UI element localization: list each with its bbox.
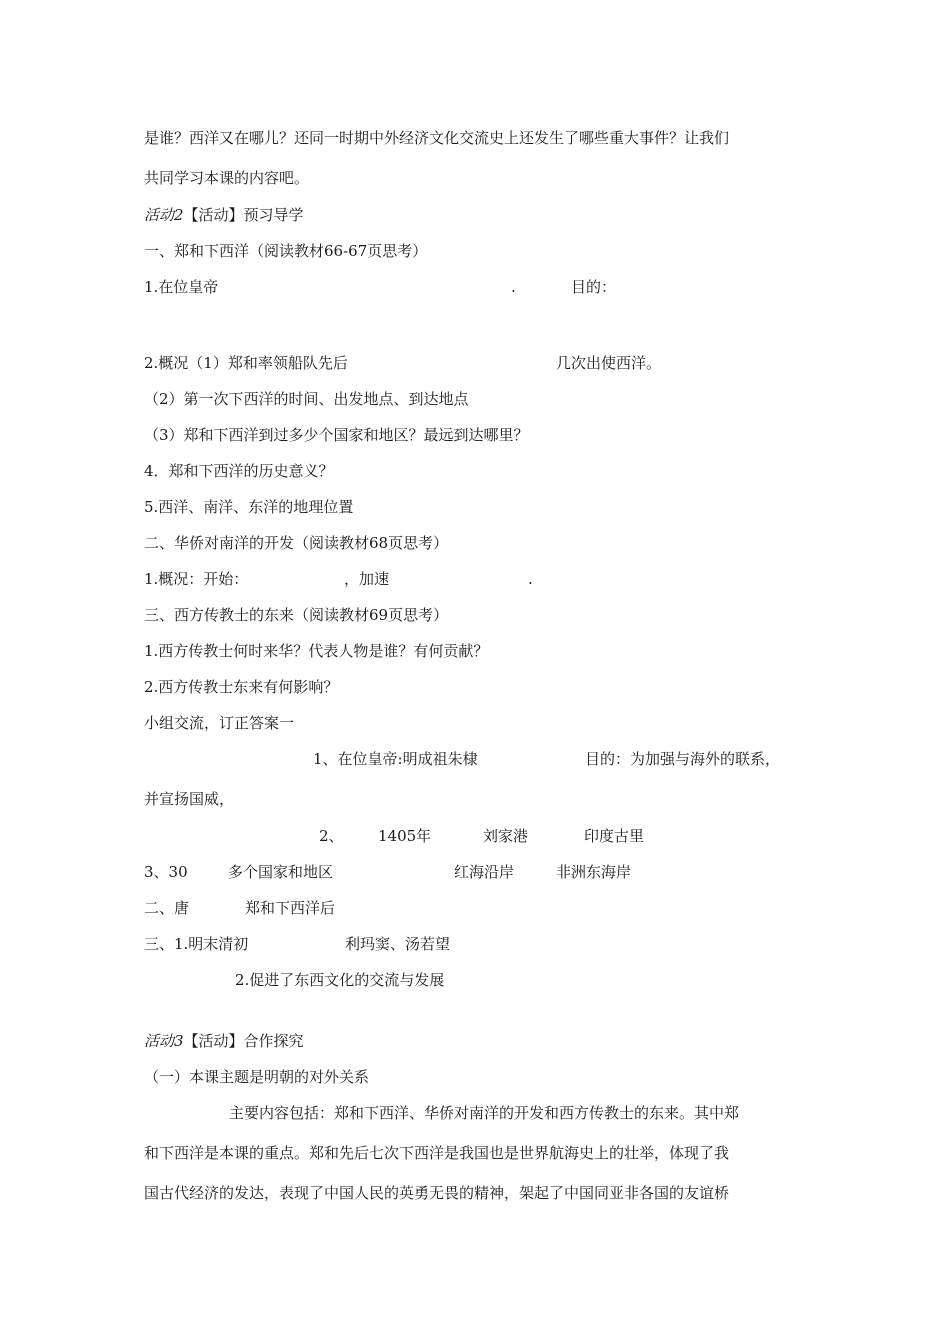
answer-3-number: 3、30 bbox=[144, 863, 188, 881]
activity-3-paragraph-line-3: 国古代经济的发达，表现了中国人民的英勇无畏的精神，架起了中国同亚非各国的友谊桥 bbox=[144, 1184, 730, 1202]
section-2-question-1: 1.概况：开始： bbox=[144, 570, 249, 588]
section-2-question-1-speedup: ，加速 bbox=[344, 570, 390, 588]
section-3-question-1: 1.西方传教士何时来华？代表人物是谁？有何贡献？ bbox=[144, 642, 489, 660]
answer-2-destination: 印度古里 bbox=[584, 827, 645, 845]
answer-2-departure: 刘家港 bbox=[483, 827, 529, 845]
section-1-heading: 一、郑和下西洋（阅读教材66-67页思考） bbox=[144, 242, 428, 260]
activity-3-paragraph-line-2: 和下西洋是本课的重点。郑和先后七次下西洋是我国也是世界航海史上的壮举，体现了我 bbox=[144, 1144, 730, 1162]
answer-2-year: 1405年 bbox=[378, 827, 432, 845]
question-1-emperor: 1.在位皇帝 bbox=[144, 278, 219, 296]
section-3-question-2: 2.西方传教士东来有何影响？ bbox=[144, 678, 339, 696]
question-2-times: 几次出使西洋。 bbox=[556, 354, 662, 372]
activity-3-label: 活动3 bbox=[144, 1032, 184, 1050]
answer-1-continued: 并宣扬国威， bbox=[144, 790, 235, 808]
activity-2-heading bbox=[144, 205, 304, 225]
activity-3-paragraph-line-1: 主要内容包括：郑和下西洋、华侨对南洋的开发和西方传教士的东来。其中郑 bbox=[229, 1104, 740, 1122]
answer-2-number: 2、 bbox=[319, 827, 344, 845]
question-1-dot: . bbox=[511, 278, 516, 296]
answer-1-purpose: 目的：为加强与海外的联系， bbox=[585, 750, 781, 768]
answer-section-3-time: 三、1.明末清初 bbox=[144, 935, 249, 953]
question-2-overview: 2.概况（1）郑和率领船队先后 bbox=[144, 354, 348, 372]
section-2-heading: 二、华侨对南洋的开发（阅读教材68页思考） bbox=[144, 534, 449, 552]
activity-2-label: 活动2 bbox=[144, 206, 184, 224]
answer-section-3-people: 利玛窦、汤若望 bbox=[345, 935, 451, 953]
group-discussion: 小组交流，订正答案一 bbox=[144, 714, 295, 732]
answer-3-countries: 多个国家和地区 bbox=[228, 863, 334, 881]
question-1-purpose: 目的： bbox=[571, 278, 617, 296]
answer-3-red-sea: 红海沿岸 bbox=[454, 863, 515, 881]
intro-line-1: 是谁？西洋又在哪儿？还同一时期中外经济文化交流史上还发生了哪些重大事件？让我们 bbox=[144, 129, 730, 147]
intro-line-2: 共同学习本课的内容吧。 bbox=[144, 169, 310, 187]
activity-3-subheading: （一）本课主题是明朝的对外关系 bbox=[144, 1068, 370, 1086]
section-2-question-1-dot: . bbox=[528, 570, 533, 588]
activity-2-title: 【活动】预习导学 bbox=[183, 206, 304, 224]
question-4: 4．郑和下西洋的历史意义？ bbox=[144, 462, 334, 480]
answer-section-3-influence: 2.促进了东西文化的交流与发展 bbox=[235, 971, 445, 989]
answer-3-east-africa: 非洲东海岸 bbox=[556, 863, 632, 881]
question-5: 5.西洋、南洋、东洋的地理位置 bbox=[144, 498, 354, 516]
question-2-countries: （3）郑和下西洋到过多少个国家和地区？最远到达哪里？ bbox=[144, 426, 529, 444]
answer-1-emperor: 1、在位皇帝:明成祖朱棣 bbox=[313, 750, 478, 768]
activity-3-heading bbox=[144, 1031, 304, 1051]
answer-section-2-speedup: 郑和下西洋后 bbox=[245, 899, 336, 917]
question-2-first-voyage: （2）第一次下西洋的时间、出发地点、到达地点 bbox=[144, 390, 469, 408]
activity-3-title: 【活动】合作探究 bbox=[183, 1032, 304, 1050]
answer-section-2-start: 二、唐 bbox=[144, 899, 190, 917]
section-3-heading: 三、西方传教士的东来（阅读教材69页思考） bbox=[144, 606, 449, 624]
